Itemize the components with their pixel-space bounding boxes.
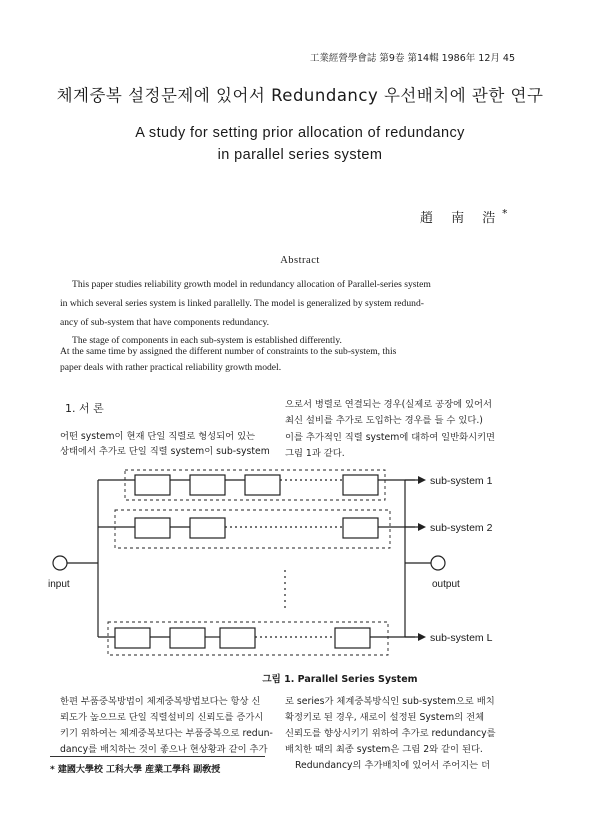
output-terminal <box>431 556 445 570</box>
body-line: 최신 설비를 추가로 도입하는 경우를 들 수 있다.) <box>285 415 483 426</box>
korean-title: 체계중복 설정문제에 있어서 Redundancy 우선배치에 관한 연구 <box>56 86 544 105</box>
body-line: 키기 위하여는 체계중복보다는 부품중복으로 redun- <box>60 728 273 739</box>
body-line: 뢰도가 높으므로 단일 직렬설비의 신뢰도를 증가시 <box>60 712 264 723</box>
body-line: 이를 추가적인 직렬 system에 대하여 일반화시키면 <box>285 432 496 443</box>
abstract-heading: Abstract <box>280 255 320 266</box>
footnote: * 建國大學校 工科大學 産業工學科 副敎授 <box>50 765 221 775</box>
abstract-line: ancy of sub-system that have components redundancy. <box>60 317 270 328</box>
author-name: 趙 南 浩 <box>420 211 503 226</box>
body-line: 어떤 system이 현재 단일 직렬로 형성되어 있는 <box>60 431 256 442</box>
input-label: input <box>48 579 70 590</box>
author <box>420 207 507 226</box>
sub-system-label: sub-system L <box>430 632 493 644</box>
footnote-rule <box>50 756 265 757</box>
output-label: output <box>432 579 460 590</box>
body-line: 로 series가 체계중복방식인 sub-system으로 배치 <box>285 696 495 707</box>
body-line: dancy를 배치하는 것이 좋으나 현상황과 같이 추가 <box>60 744 268 755</box>
parallel-series-system-diagram <box>40 462 560 667</box>
body-line: 상태에서 추가로 단일 직렬 system이 sub-system <box>60 446 270 457</box>
abstract-line: The stage of components in each sub-system is established differently. <box>72 335 342 346</box>
english-title-line-2: in parallel series system <box>217 147 383 163</box>
sub-system-label: sub-system 1 <box>430 475 493 487</box>
author-footnote-mark: * <box>502 208 508 220</box>
abstract-line: This paper studies reliability growth model in redundancy allocation of Parallel-series system <box>72 279 431 290</box>
body-line: 배치한 때의 최종 system은 그림 2와 같이 된다. <box>285 744 483 755</box>
body-line: 신뢰도를 향상시키기 위하여 추가로 redundancy를 <box>285 728 496 739</box>
sub-system-label: sub-system 2 <box>430 522 493 534</box>
figure-caption: 그림 1. Parallel Series System <box>262 674 418 685</box>
input-terminal <box>53 556 67 570</box>
body-line: 확정키로 된 경우, 새로이 설정된 System의 전체 <box>285 712 485 723</box>
abstract-line: paper deals with rather practical reliability growth model. <box>60 362 282 373</box>
body-line: 그림 1과 같다. <box>285 448 345 459</box>
abstract-line: At the same time by assigned the different number of constraints to the sub-system, this <box>60 346 397 357</box>
body-line: 한편 부품중복방법이 체계중복방법보다는 항상 신 <box>60 696 261 707</box>
body-line: Redundancy의 추가배치에 있어서 주어지는 더 <box>295 760 491 771</box>
section-title: 1. 서 론 <box>65 402 104 415</box>
english-title-line-1: A study for setting prior allocation of redundancy <box>135 125 465 141</box>
abstract-line: in which several series system is linked parallelly. The model is generalized by system redund- <box>60 298 424 309</box>
body-line: 으로서 병렬로 연결되는 경우(실제로 공장에 있어서 <box>285 399 493 410</box>
running-header: 工業經營學會誌 第9卷 第14輯 1986年 12月 45 <box>309 53 515 64</box>
